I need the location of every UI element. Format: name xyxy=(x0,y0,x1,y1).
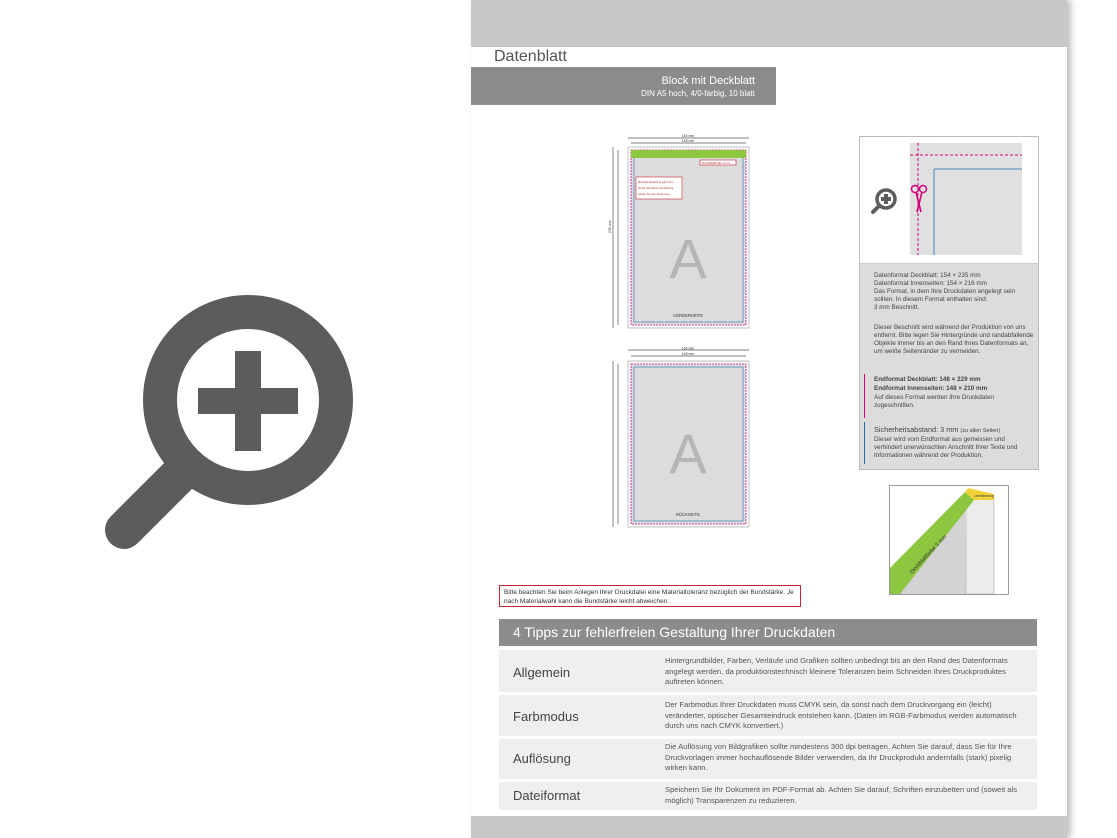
info-l2: Datenformat Innenseiten: 154 × 216 mm xyxy=(874,280,987,287)
info-p2: Dieser Beschnitt wird während der Produktion von uns entfernt. Bitte legen Sie Hintergründe und randabfallende Objekte immer bis an den Rand Ihres Datenformats an, um weiße Seitenränder zu vermeiden. xyxy=(874,324,1034,355)
dim-top-outer: 154 mm xyxy=(681,134,695,138)
red-box-top: Deckblattbreite 3 mm xyxy=(702,161,731,165)
tip-row xyxy=(499,739,1037,779)
tip-text: Die Auflösung von Bildgrafiken sollte mindestens 300 dpi betragen. Achten Sie darauf, dass Sie für Ihre Druckvorlagen immer hochauflösende Bilder verwenden, da Ihr Druckprodukt andernfalls (stark) pixelig wirken kann. xyxy=(665,742,1012,772)
info-s2: Dieser wird vom Endformat aus gemessen und verhindert unerwünschten Anschnitt Ihrer Texte und Informationen während der Produktion. xyxy=(874,436,1018,459)
tip-row xyxy=(499,695,1037,736)
page-letter-back: A xyxy=(669,422,707,485)
tip-text: Speichern Sie Ihr Dokument im PDF-Format ab. Achten Sie darauf, Schriften einzubetten und (soweit als möglich) Transparenzen zu reduzieren. xyxy=(665,785,1018,805)
format-info-text xyxy=(860,264,1038,469)
info-s1b: (zu allen Seiten) xyxy=(960,428,1001,434)
tip-label: Allgemein xyxy=(513,665,571,680)
product-spec: DIN A5 hoch, 4/0-farbig, 10 blatt xyxy=(641,89,755,98)
svg-text:154 mm: 154 mm xyxy=(681,347,695,351)
format-info-box xyxy=(859,136,1039,470)
tip-text: Hintergrundbilder, Farben, Verläufe und Grafiken sollten unbedingt bis an den Rand des Datenformats angelegt werden, da produktionstechnisch kleinere Toleranzen beim Schneiden Ihres Druckproduktes auftreten können. xyxy=(665,656,1008,686)
zoom-small-icon xyxy=(873,190,895,212)
info-l4: 3 mm Beschnitt. xyxy=(874,304,920,311)
tip-label: Dateiformat xyxy=(513,788,581,803)
svg-text:Achten Sie Ihre Tonne 1mm: Achten Sie Ihre Tonne 1mm xyxy=(638,193,670,196)
zoom-detail-image xyxy=(860,137,1038,264)
info-l1: Datenformat Deckblatt: 154 × 235 mm xyxy=(874,272,981,279)
tip-row xyxy=(499,782,1037,810)
dim-top-inner: 148 mm xyxy=(681,139,695,143)
front-page-diagram xyxy=(606,133,756,333)
page-title: Datenblatt xyxy=(471,47,591,67)
info-s1: Sicherheitsabstand: 3 mm xyxy=(874,425,959,434)
tips-heading: 4 Tipps zur fehlerfreien Gestaltung Ihrer Druckdaten xyxy=(499,619,1037,646)
dim-side: 235 mm xyxy=(608,220,612,233)
spine-small-label: Leimbindung xyxy=(974,494,995,498)
material-tolerance-note: Bitte beachten Sie beim Anlegen Ihrer Druckdatei eine Materialtoleranz bezüglich der Bundstärke. Je nach Materialwahl kann die Bundstärke leicht abweichen. xyxy=(499,585,801,607)
footer-band xyxy=(471,816,1067,838)
back-label: RÜCKSEITE xyxy=(676,512,700,517)
spine-illustration xyxy=(889,485,1009,595)
front-label: VORDERSEITE xyxy=(672,313,704,318)
svg-text:148 mm: 148 mm xyxy=(681,352,695,356)
back-page-diagram xyxy=(606,347,756,533)
product-name: Block mit Deckblatt xyxy=(661,75,755,87)
info-e2: Endformat Innenseiten: 148 × 210 mm xyxy=(874,385,988,392)
page-letter-front: A xyxy=(669,227,707,290)
info-e3: Auf dieses Format werden Ihre Druckdaten zugeschnitten. xyxy=(874,394,995,409)
datasheet-page xyxy=(471,0,1067,838)
tip-row xyxy=(499,650,1037,692)
spine-label: Deckblattfarbe 3 mm xyxy=(909,534,949,576)
header-band xyxy=(471,0,1067,47)
product-bar xyxy=(471,67,776,105)
tip-label: Farbmodus xyxy=(513,709,579,724)
info-l3: Das Format, in dem Ihre Druckdaten angelegt sein sollten. In diesem Format enthalten sind: xyxy=(874,288,1016,303)
svg-text:für die rekrutierte Leimbindun: für die rekrutierte Leimbindung. xyxy=(638,187,674,190)
info-e1: Endformat Deckblatt: 148 × 229 mm xyxy=(874,376,981,383)
tip-label: Auflösung xyxy=(513,751,571,766)
red-box-small: Mit festig abdeckt (1 gilt) 5 mm xyxy=(638,181,674,184)
tip-text: Der Farbmodus Ihrer Druckdaten muss CMYK sein, da sonst nach dem Druckvorgang ein (leicht) veränderter, optischer Gesamteindruck entstehen kann. (Daten im RGB-Farbmodus werden automatisch durch uns nach CMYK konvertiert.) xyxy=(665,700,1017,730)
zoom-in-icon[interactable] xyxy=(100,290,360,550)
bleed-detail-illustration xyxy=(860,137,1038,263)
